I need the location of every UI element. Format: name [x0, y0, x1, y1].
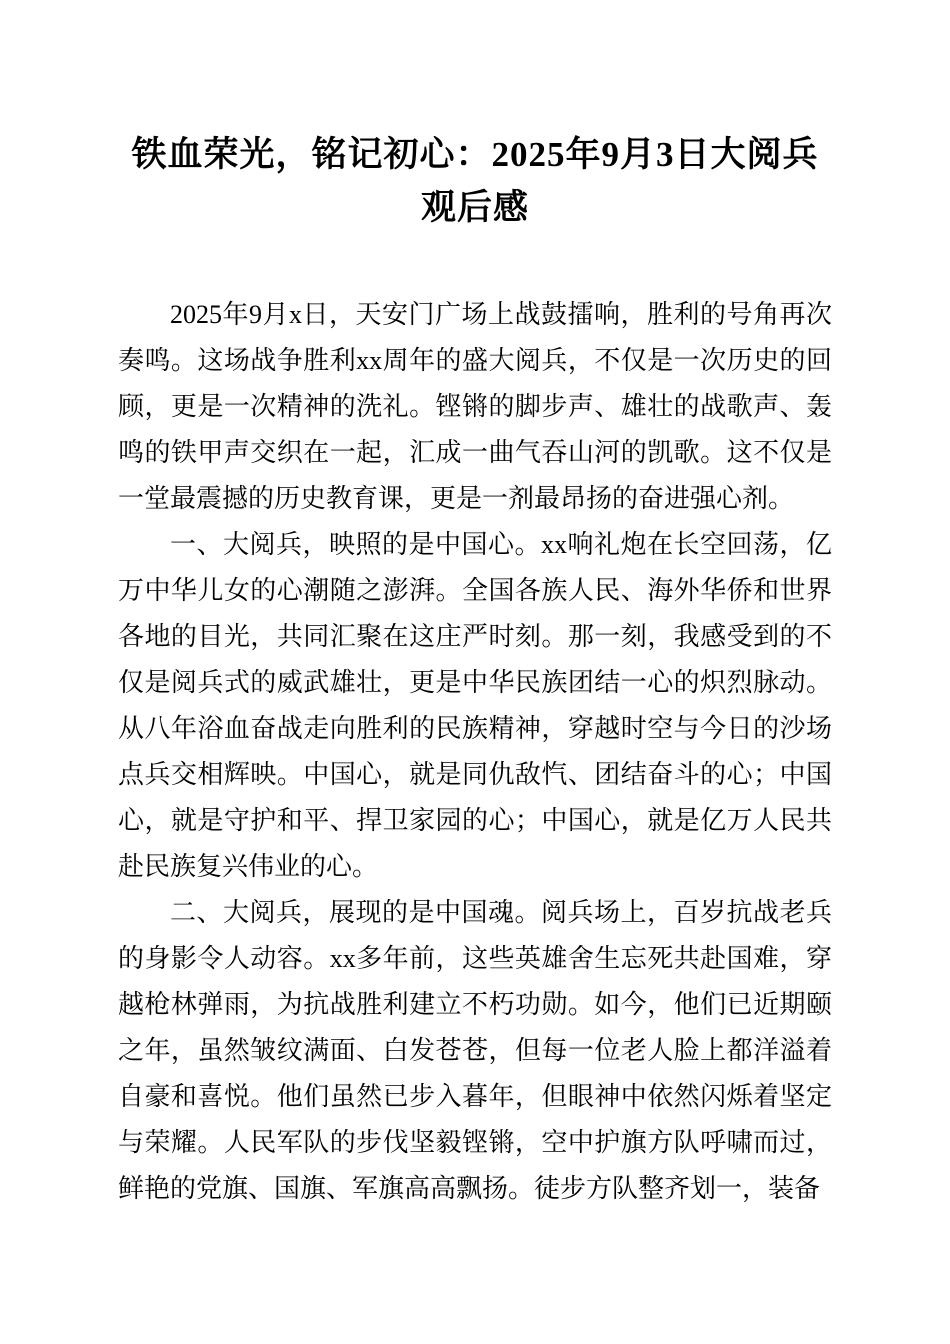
document-title: 铁血荣光，铭记初心：2025年9月3日大阅兵观后感: [131, 135, 819, 227]
paragraph-section-2: 二、大阅兵，展现的是中国魂。阅兵场上，百岁抗战老兵的身影令人动容。xx多年前，这些英雄舍生忘死共赴国难，穿越枪林弹雨，为抗战胜利建立不朽功勋。如今，他们已近期颐之年，虽然皱纹满面、白发苍苍，但每一位老人脸上都洋溢着自豪和喜悦。他们虽然已步入暮年，但眼神中依然闪烁着坚定与荣耀。人民军队的步伐坚毅铿锵，空中护旗方队呼啸而过，鲜艳的党旗、国旗、军旗高高飘扬。徒步方队整齐划一，装备: [118, 898, 832, 1203]
document-body: [118, 292, 832, 1212]
paragraph-section-1: 一、大阅兵，映照的是中国心。xx响礼炮在长空回荡，亿万中华儿女的心潮随之澎湃。全国各族人民、海外华侨和世界各地的目光，共同汇聚在这庄严时刻。那一刻，我感受到的不仅是阅兵式的威武雄壮，更是中华民族团结一心的炽烈脉动。从八年浴血奋战走向胜利的民族精神，穿越时空与今日的沙场点兵交相辉映。中国心，就是同仇敌忾、团结奋斗的心；中国心，就是守护和平、捍卫家园的心；中国心，就是亿万人民共赴民族复兴伟业的心。: [118, 530, 832, 881]
paragraph-intro: 2025年9月x日，天安门广场上战鼓擂响，胜利的号角再次奏鸣。这场战争胜利xx周年的盛大阅兵，不仅是一次历史的回顾，更是一次精神的洗礼。铿锵的脚步声、雄壮的战歌声、轰鸣的铁甲声交织在一起，汇成一曲气吞山河的凯歌。这不仅是一堂最震撼的历史教育课，更是一剂最昂扬的奋进强心剂。: [118, 300, 832, 513]
